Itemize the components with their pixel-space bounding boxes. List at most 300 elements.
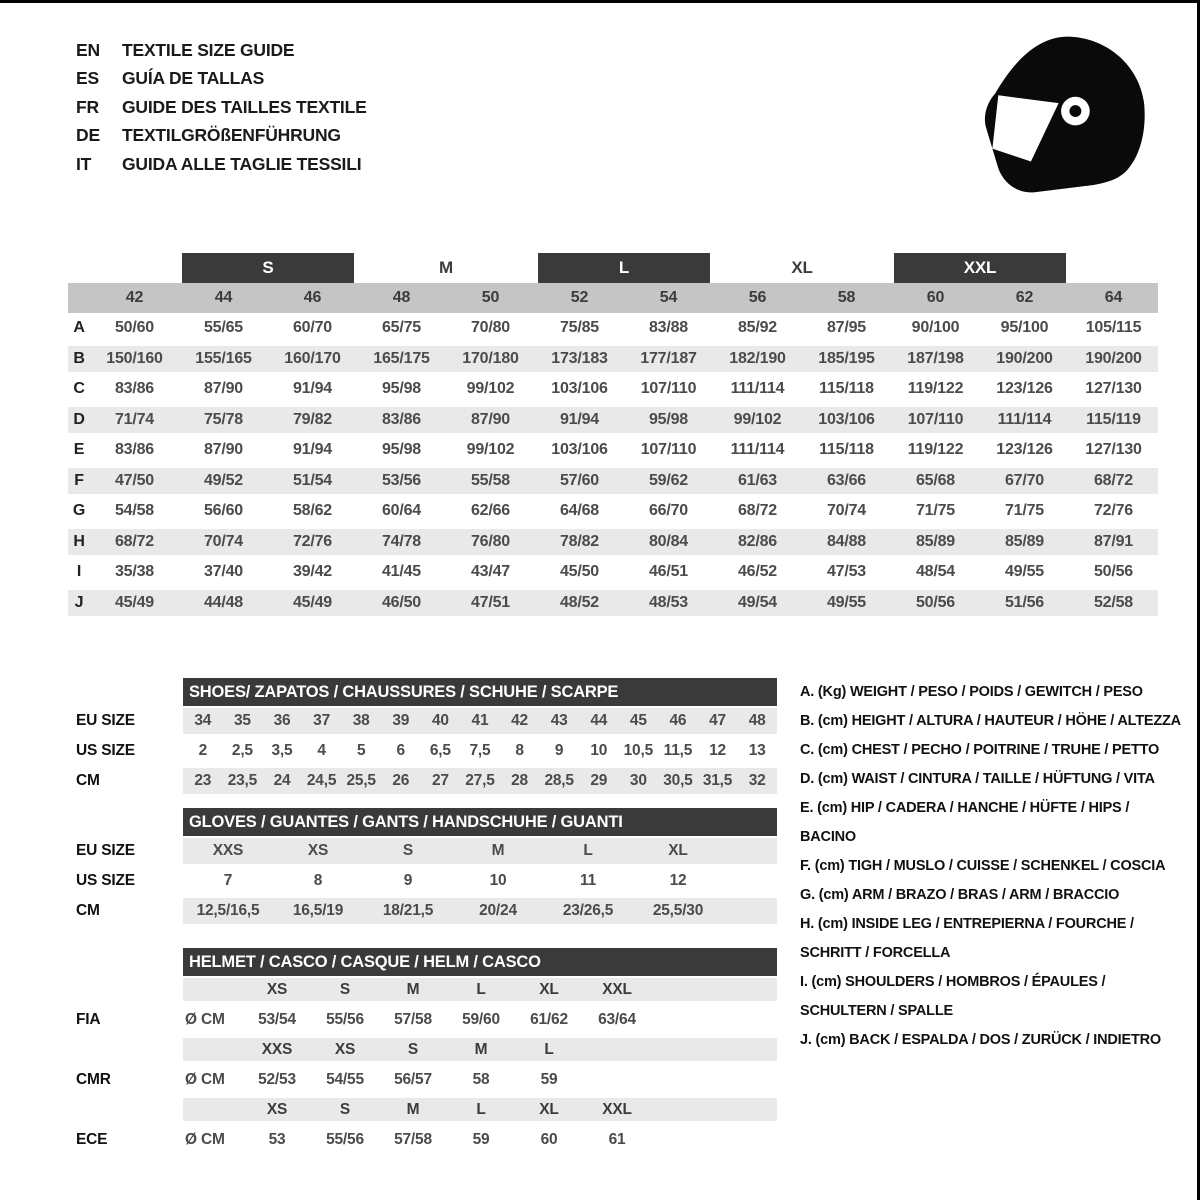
unit-label: Ø CM xyxy=(185,1130,225,1148)
size-label: M xyxy=(474,1040,488,1058)
measure-row-f xyxy=(68,466,1158,497)
size-value: 30,5 xyxy=(663,772,693,789)
size-value: 65/75 xyxy=(381,319,422,337)
size-value: 68/72 xyxy=(114,532,155,550)
measurement-legend xyxy=(800,678,1182,1055)
size-value: 29 xyxy=(590,772,608,789)
numeric-size: 56 xyxy=(748,289,767,306)
shoes-size-table xyxy=(68,676,780,796)
language-code: FR xyxy=(76,96,99,117)
size-value: 38 xyxy=(352,712,370,729)
size-value: 44 xyxy=(590,712,608,729)
size-value: 2 xyxy=(198,742,207,759)
size-label: L xyxy=(476,980,486,998)
row-label: EU SIZE xyxy=(76,842,135,859)
size-value: 60/70 xyxy=(292,319,333,337)
size-value: 49/55 xyxy=(1004,563,1045,581)
size-value: 83/86 xyxy=(114,380,155,398)
row-letter: B xyxy=(73,349,85,367)
legend-item: E. (cm) HIP / CADERA / HANCHE / HÜFTE / HIPS / BACINO xyxy=(800,800,1130,845)
size-value: 6,5 xyxy=(429,742,451,759)
size-value: 72/76 xyxy=(1093,502,1134,520)
row-letter: C xyxy=(73,380,85,398)
size-value: 49/52 xyxy=(203,471,244,489)
size-value: 103/106 xyxy=(551,380,608,398)
numeric-size: 50 xyxy=(481,289,500,306)
numeric-size: 46 xyxy=(303,289,322,306)
language-code: ES xyxy=(76,68,99,89)
size-value: 25,5/30 xyxy=(652,902,704,919)
helmet-values-strip xyxy=(183,1003,777,1036)
size-value: 47 xyxy=(709,712,726,729)
size-value: 55/56 xyxy=(326,1010,364,1028)
language-row-it xyxy=(76,150,367,179)
size-value: 61/62 xyxy=(530,1010,568,1028)
size-value: 71/74 xyxy=(114,410,155,428)
size-value: 76/80 xyxy=(470,532,511,550)
size-value: 85/89 xyxy=(1004,532,1045,550)
row-letter: H xyxy=(73,532,85,550)
size-value: 10 xyxy=(590,742,608,759)
size-value: 8 xyxy=(313,872,323,889)
size-group-xxl: XXL xyxy=(894,253,1066,283)
size-value: 95/98 xyxy=(381,380,422,398)
size-value: 41 xyxy=(471,712,489,729)
size-value: 10 xyxy=(489,872,507,889)
size-value: 4 xyxy=(317,742,326,759)
size-value: 46 xyxy=(669,712,687,729)
row-letter: J xyxy=(74,593,84,611)
helmet-sizes-row-fia xyxy=(68,976,780,1003)
size-value: 42 xyxy=(511,712,528,729)
size-value: 59/60 xyxy=(462,1010,500,1028)
numeric-size: 64 xyxy=(1104,289,1123,306)
size-value: 99/102 xyxy=(466,380,515,398)
size-value: 23,5 xyxy=(227,772,258,789)
size-label: XL xyxy=(539,1100,559,1118)
size-value: 177/187 xyxy=(640,349,697,367)
size-value: 70/74 xyxy=(826,502,867,520)
size-value: 85/92 xyxy=(737,319,778,337)
measure-row-j xyxy=(68,588,1158,619)
size-value: 46/51 xyxy=(648,563,689,581)
gutter xyxy=(68,806,183,836)
size-value: 12 xyxy=(669,872,687,889)
helmet-values-strip xyxy=(183,1063,777,1096)
size-value: 58/62 xyxy=(292,502,333,520)
size-value: 61/63 xyxy=(737,471,778,489)
helmet-sizes-row-ece xyxy=(68,1096,780,1123)
size-label: M xyxy=(406,1100,420,1118)
size-value: 53/56 xyxy=(381,471,422,489)
size-value: 30 xyxy=(629,772,647,789)
unit-label: Ø CM xyxy=(185,1010,225,1028)
helmet-values-strip xyxy=(183,1123,777,1156)
size-value: 24,5 xyxy=(306,772,337,789)
size-value: XXS xyxy=(212,842,244,859)
guide-title-es: GUÍA DE TALLAS xyxy=(122,68,265,89)
numeric-size: 60 xyxy=(926,289,945,306)
size-value: 87/91 xyxy=(1093,532,1134,550)
size-value: 13 xyxy=(748,742,766,759)
size-value: 63/66 xyxy=(826,471,867,489)
standard-label: FIA xyxy=(76,1010,101,1028)
row-label: CM xyxy=(76,772,100,789)
size-value: XL xyxy=(668,842,688,859)
size-value: 72/76 xyxy=(292,532,333,550)
frame-top-border xyxy=(0,0,1200,3)
row-label: US SIZE xyxy=(76,742,135,759)
size-value: 71/75 xyxy=(1004,502,1045,520)
size-value: 70/80 xyxy=(470,319,511,337)
size-value: 84/88 xyxy=(826,532,867,550)
size-label: L xyxy=(476,1100,486,1118)
size-value: 27 xyxy=(431,772,449,789)
size-value: 32 xyxy=(748,772,766,789)
size-value: 34 xyxy=(194,712,212,729)
measure-row-b xyxy=(68,344,1158,375)
size-value: 55/65 xyxy=(203,319,244,337)
size-value: 63/64 xyxy=(598,1010,636,1028)
shoes-title-bar: SHOES/ ZAPATOS / CHAUSSURES / SCHUHE / SCARPE xyxy=(183,678,777,706)
size-value: 182/190 xyxy=(729,349,786,367)
gloves-title-row xyxy=(68,806,780,836)
size-value: 65/68 xyxy=(915,471,956,489)
size-value: 165/175 xyxy=(373,349,430,367)
helmet-sizes-strip xyxy=(183,1036,777,1063)
helmet-values-row-fia xyxy=(68,1003,780,1036)
legend-item: C. (cm) CHEST / PECHO / POITRINE / TRUHE / PETTO xyxy=(800,742,1160,758)
size-value: 48/52 xyxy=(559,593,600,611)
size-label: XXL xyxy=(602,1100,632,1118)
size-value: 68/72 xyxy=(737,502,778,520)
size-value: 53/54 xyxy=(258,1010,296,1028)
row-letter: E xyxy=(73,441,85,459)
size-value: 115/118 xyxy=(819,380,874,398)
size-group-m: M xyxy=(439,258,453,277)
size-value: 9 xyxy=(403,872,413,889)
shoes-title-row xyxy=(68,676,780,706)
size-value: XS xyxy=(307,842,329,859)
size-group-l: L xyxy=(538,253,710,283)
size-value: 107/110 xyxy=(907,410,964,428)
size-value: 50/56 xyxy=(915,593,956,611)
size-value: 187/198 xyxy=(907,349,964,367)
language-row-fr xyxy=(76,93,367,122)
row-letter: D xyxy=(73,410,85,428)
size-value: 103/106 xyxy=(818,410,875,428)
legend-item: G. (cm) ARM / BRAZO / BRAS / ARM / BRACCIO xyxy=(800,887,1120,903)
size-value: 2,5 xyxy=(231,742,253,759)
numeric-size: 52 xyxy=(570,289,589,306)
size-value: 48/53 xyxy=(648,593,689,611)
size-value: 99/102 xyxy=(466,441,515,459)
size-label: XS xyxy=(334,1040,356,1058)
numeric-size: 54 xyxy=(659,289,678,306)
size-label: L xyxy=(544,1040,554,1058)
helmet-sizes-strip xyxy=(183,976,777,1003)
size-group-xl: XL xyxy=(791,258,813,277)
size-label: XS xyxy=(266,980,288,998)
row-label xyxy=(68,976,183,1003)
gloves-title-bar: GLOVES / GUANTES / GANTS / HANDSCHUHE / GUANTI xyxy=(183,808,777,836)
size-label: S xyxy=(339,980,351,998)
racing-helmet-icon xyxy=(977,33,1155,201)
size-value: 48/54 xyxy=(915,563,956,581)
size-label: M xyxy=(406,980,420,998)
language-row-es xyxy=(76,65,367,94)
size-value: 71/75 xyxy=(915,502,956,520)
legend-item: J. (cm) BACK / ESPALDA / DOS / ZURÜCK / INDIETRO xyxy=(800,1032,1161,1048)
size-value: 155/165 xyxy=(195,349,252,367)
size-value: 123/126 xyxy=(996,441,1053,459)
shoes-values-strip xyxy=(183,706,777,736)
helmet-values-row-cmr xyxy=(68,1063,780,1096)
size-value: L xyxy=(583,842,593,859)
language-row-en xyxy=(76,36,367,65)
language-code: DE xyxy=(76,125,100,146)
helmet-title-row xyxy=(68,946,780,976)
size-label: XXS xyxy=(261,1040,293,1058)
size-value: 75/78 xyxy=(203,410,244,428)
size-value: 95/98 xyxy=(648,410,689,428)
size-value: 45/49 xyxy=(292,593,333,611)
textile-size-table xyxy=(68,253,1158,618)
size-value: 190/200 xyxy=(996,349,1053,367)
size-value: 46/52 xyxy=(737,563,778,581)
size-value: 64/68 xyxy=(559,502,600,520)
size-value: 91/94 xyxy=(292,441,333,459)
size-value: 103/106 xyxy=(551,441,608,459)
gloves-row-eu-size xyxy=(68,836,780,866)
legend-item: B. (cm) HEIGHT / ALTURA / HAUTEUR / HÖHE / ALTEZZA xyxy=(800,713,1181,729)
size-value: 53 xyxy=(268,1130,286,1148)
helmet-title-bar: HELMET / CASCO / CASQUE / HELM / CASCO xyxy=(183,948,777,976)
numeric-size-row xyxy=(68,283,1158,313)
size-value: 91/94 xyxy=(292,380,333,398)
size-value: 10,5 xyxy=(623,742,654,759)
size-value: 75/85 xyxy=(559,319,600,337)
size-group-s: S xyxy=(182,253,354,283)
size-value: 23 xyxy=(194,772,212,789)
size-value: 107/110 xyxy=(640,441,697,459)
row-label: EU SIZE xyxy=(76,712,135,729)
gloves-size-table xyxy=(68,806,780,926)
size-value: 82/86 xyxy=(737,532,778,550)
measure-row-d xyxy=(68,405,1158,436)
size-value: 50/60 xyxy=(114,319,155,337)
measure-row-g xyxy=(68,496,1158,527)
size-value: 74/78 xyxy=(381,532,422,550)
size-value: 55/56 xyxy=(326,1130,364,1148)
gloves-row-us-size xyxy=(68,866,780,896)
size-value: 62/66 xyxy=(470,502,511,520)
size-value: M xyxy=(491,842,505,859)
size-value: 49/54 xyxy=(737,593,778,611)
size-value: 59 xyxy=(540,1070,558,1088)
size-value: 60 xyxy=(540,1130,558,1148)
shoes-values-strip xyxy=(183,766,777,796)
size-value: 185/195 xyxy=(818,349,875,367)
size-value: 26 xyxy=(392,772,410,789)
size-value: 47/53 xyxy=(826,563,867,581)
size-value: 111/114 xyxy=(730,380,785,398)
size-value: 28,5 xyxy=(544,772,574,789)
language-code: IT xyxy=(76,153,92,174)
size-value: 57/58 xyxy=(394,1010,432,1028)
size-label: XS xyxy=(266,1100,288,1118)
size-value: 78/82 xyxy=(559,532,600,550)
size-value: 11,5 xyxy=(663,742,693,759)
standard-label: CMR xyxy=(76,1070,111,1088)
size-value: 83/86 xyxy=(381,410,422,428)
row-label: US SIZE xyxy=(76,872,135,889)
legend-item: I. (cm) SHOULDERS / HOMBROS / ÉPAULES / SCHULTERN / SPALLE xyxy=(800,974,1106,1019)
size-value: 119/122 xyxy=(907,441,964,459)
size-value: 80/84 xyxy=(648,532,689,550)
size-value: 57/60 xyxy=(559,471,600,489)
measure-row-a xyxy=(68,313,1158,344)
measure-row-i xyxy=(68,557,1158,588)
size-value: 36 xyxy=(273,712,291,729)
legend-item: D. (cm) WAIST / CINTURA / TAILLE / HÜFTUNG / VITA xyxy=(800,771,1155,787)
helmet-size-table xyxy=(68,946,780,1156)
gloves-values-strip xyxy=(183,896,777,926)
size-value: 79/82 xyxy=(292,410,333,428)
size-value: 43/47 xyxy=(470,563,511,581)
size-value: 52/53 xyxy=(258,1070,296,1088)
size-value: 67/70 xyxy=(1004,471,1045,489)
measure-row-h xyxy=(68,527,1158,558)
size-value: 47/51 xyxy=(470,593,511,611)
size-value: 35/38 xyxy=(114,563,155,581)
row-letter: F xyxy=(74,471,84,489)
size-value: 39/42 xyxy=(292,563,333,581)
size-value: 91/94 xyxy=(559,410,600,428)
guide-title-fr: GUIDE DES TAILLES TEXTILE xyxy=(122,96,367,117)
size-value: 35 xyxy=(233,712,251,729)
size-value: 39 xyxy=(392,712,410,729)
size-value: 87/95 xyxy=(826,319,867,337)
numeric-size: 42 xyxy=(125,289,144,306)
shoes-row-cm xyxy=(68,766,780,796)
gloves-values-strip xyxy=(183,866,777,896)
size-value: 44/48 xyxy=(203,593,244,611)
size-value: 51/56 xyxy=(1004,593,1045,611)
size-value: 28 xyxy=(511,772,528,789)
helmet-values-row-ece xyxy=(68,1123,780,1156)
helmet-sizes-row-cmr xyxy=(68,1036,780,1063)
language-code: EN xyxy=(76,39,100,60)
size-value: 107/110 xyxy=(640,380,697,398)
size-value: 40 xyxy=(431,712,449,729)
legend-item: F. (cm) TIGH / MUSLO / CUISSE / SCHENKEL / COSCIA xyxy=(800,858,1166,874)
size-value: 170/180 xyxy=(462,349,519,367)
size-value: 59/62 xyxy=(648,471,689,489)
size-value: 5 xyxy=(356,742,366,759)
size-label: XXL xyxy=(602,980,632,998)
size-value: 105/115 xyxy=(1085,319,1142,337)
numeric-size: 44 xyxy=(214,289,233,306)
size-value: 47/50 xyxy=(114,471,155,489)
size-value: 123/126 xyxy=(996,380,1053,398)
size-value: 50/56 xyxy=(1093,563,1134,581)
row-label xyxy=(68,1096,183,1123)
size-value: 59 xyxy=(472,1130,490,1148)
size-value: 3,5 xyxy=(271,742,293,759)
size-value: 12 xyxy=(709,742,726,759)
size-value: 56/57 xyxy=(394,1070,432,1088)
shoes-values-strip xyxy=(183,736,777,766)
size-value: 18/21,5 xyxy=(382,902,434,919)
unit-label: Ø CM xyxy=(185,1070,225,1088)
guide-title-it: GUIDA ALLE TAGLIE TESSILI xyxy=(122,153,362,174)
row-letter: I xyxy=(76,563,82,581)
size-value: 9 xyxy=(554,742,564,759)
legend-item: A. (Kg) WEIGHT / PESO / POIDS / GEWITCH / PESO xyxy=(800,684,1143,700)
size-value: 115/118 xyxy=(819,441,874,459)
size-value: 25,5 xyxy=(346,772,376,789)
measure-row-c xyxy=(68,374,1158,405)
size-value: 45 xyxy=(629,712,647,729)
size-value: 37 xyxy=(313,712,330,729)
numeric-size: 62 xyxy=(1015,289,1034,306)
size-value: 43 xyxy=(550,712,568,729)
size-value: 87/90 xyxy=(470,410,511,428)
shoes-row-eu-size xyxy=(68,706,780,736)
gutter xyxy=(68,946,183,976)
size-value: 8 xyxy=(515,742,524,759)
size-value: 87/90 xyxy=(203,380,244,398)
size-value: 190/200 xyxy=(1085,349,1142,367)
size-value: 16,5/19 xyxy=(292,902,344,919)
size-value: 85/89 xyxy=(915,532,956,550)
size-value: 48 xyxy=(748,712,766,729)
size-value: 55/58 xyxy=(470,471,511,489)
size-value: 41/45 xyxy=(381,563,422,581)
language-title-block xyxy=(76,36,367,179)
size-value: 95/98 xyxy=(381,441,422,459)
gloves-values-strip xyxy=(183,836,777,866)
size-value: 68/72 xyxy=(1093,471,1134,489)
size-value: 7 xyxy=(223,872,233,889)
size-label: XL xyxy=(539,980,559,998)
size-value: 12,5/16,5 xyxy=(196,902,260,919)
size-value: 45/49 xyxy=(114,593,155,611)
standard-label: ECE xyxy=(76,1130,108,1148)
size-value: 99/102 xyxy=(733,410,782,428)
legend-item: H. (cm) INSIDE LEG / ENTREPIERNA / FOURCHE / SCHRITT / FORCELLA xyxy=(800,916,1134,961)
helmet-sizes-strip xyxy=(183,1096,777,1123)
size-value: 111/114 xyxy=(997,410,1052,428)
language-row-de xyxy=(76,122,367,151)
size-value: 56/60 xyxy=(203,502,244,520)
size-value: 58 xyxy=(472,1070,490,1088)
size-value: 150/160 xyxy=(106,349,163,367)
size-value: 57/58 xyxy=(394,1130,432,1148)
size-value: 46/50 xyxy=(381,593,422,611)
size-value: 27,5 xyxy=(465,772,495,789)
size-value: 51/54 xyxy=(292,471,333,489)
row-label: CM xyxy=(76,902,100,919)
size-value: 11 xyxy=(580,872,596,889)
size-value: 45/50 xyxy=(559,563,600,581)
size-value: 6 xyxy=(396,742,405,759)
size-value: 49/55 xyxy=(826,593,867,611)
size-value: 54/58 xyxy=(114,502,155,520)
size-value: 127/130 xyxy=(1085,380,1142,398)
size-label: S xyxy=(407,1040,419,1058)
